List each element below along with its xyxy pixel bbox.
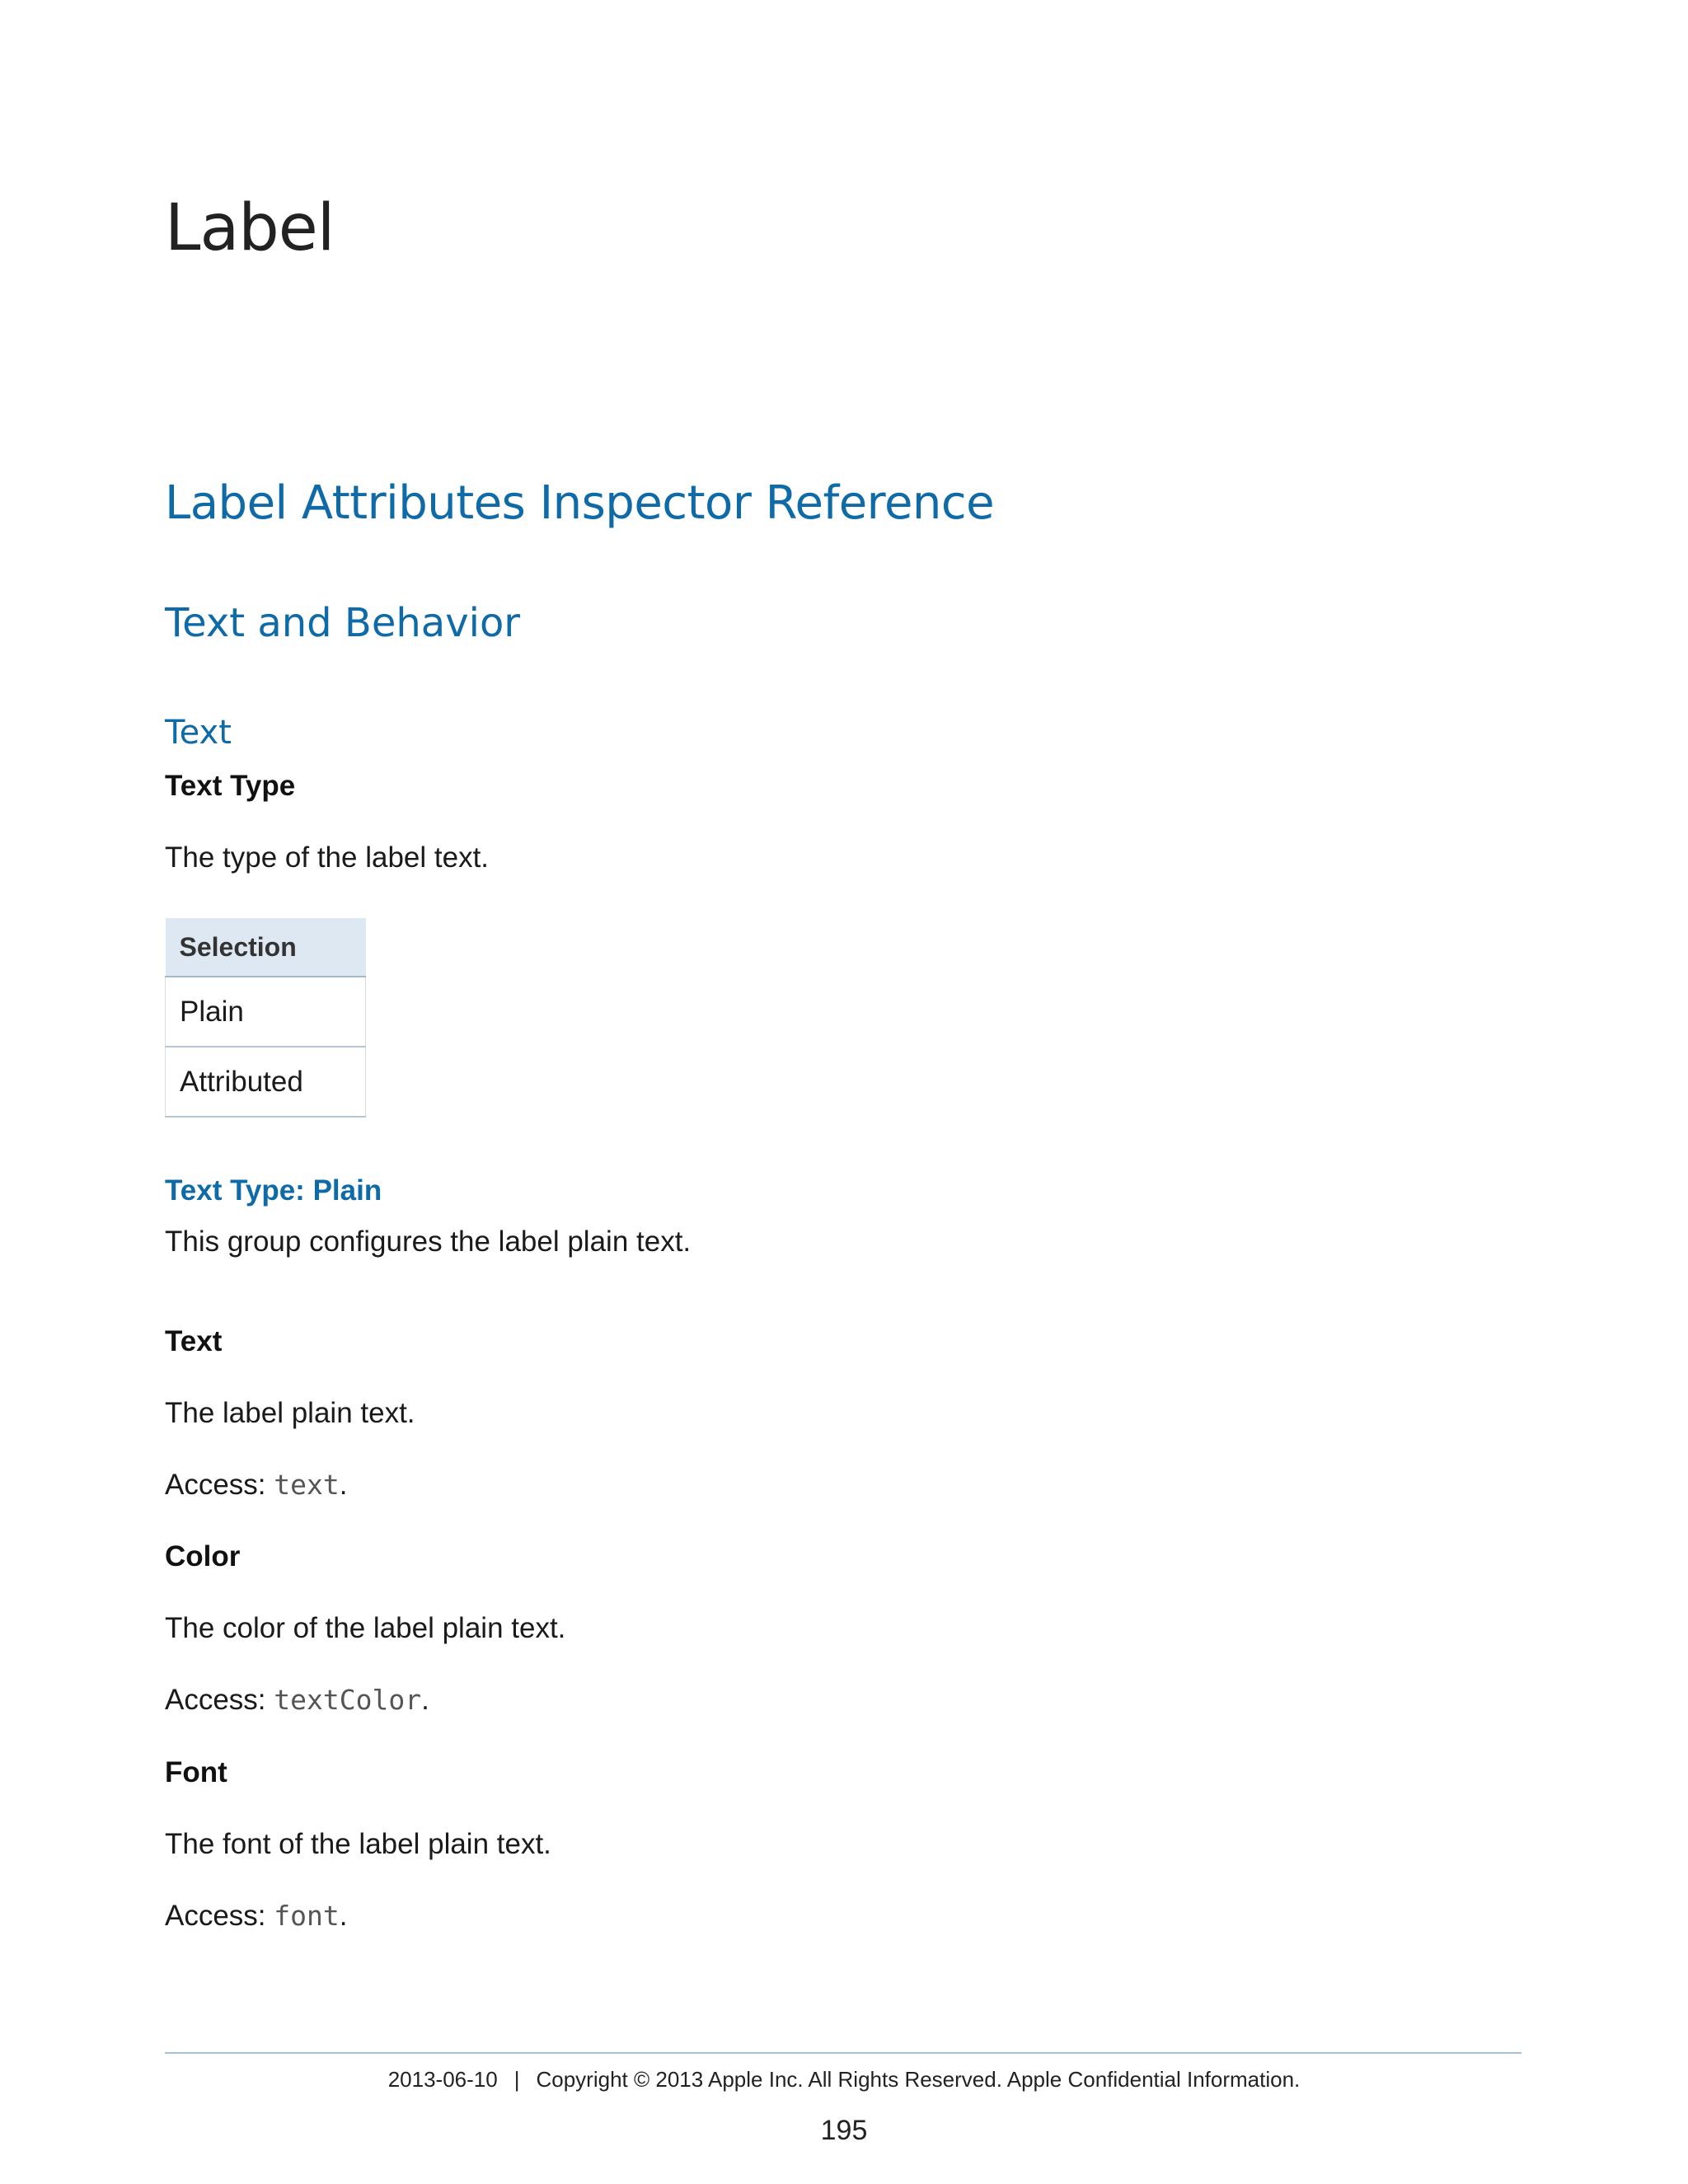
item-term-color: Color [165,1540,241,1572]
selection-table [165,918,366,1118]
item-access-font [165,1900,347,1933]
footer-divider [165,2052,1522,2054]
footer-copyright: Copyright © 2013 Apple Inc. All Rights Reserved. Apple Confidential Information. [536,2067,1301,2092]
plain-group-heading: Text Type: Plain [165,1174,382,1207]
item-description-color: The color of the label plain text. [165,1612,566,1644]
footer-separator: | [513,2067,520,2092]
table-row [166,1047,366,1117]
section-title: Label Attributes Inspector Reference [165,476,995,530]
table-cell-plain: Plain [166,977,366,1047]
access-prefix: Access: [165,1900,274,1932]
access-code: text [274,1469,340,1501]
subsection-title: Text and Behavior [165,600,521,646]
text-type-description: The type of the label text. [165,841,490,874]
text-type-term: Text Type [165,770,296,802]
access-suffix: . [339,1900,348,1932]
item-term-text: Text [165,1325,223,1357]
chapter-title: Label [165,191,335,265]
footer-date: 2013-06-10 [387,2067,498,2092]
access-suffix: . [339,1469,348,1501]
access-code: textColor [274,1684,422,1716]
item-term-font: Font [165,1756,227,1788]
table-header-selection: Selection [166,918,366,977]
item-access-color [165,1684,429,1717]
access-prefix: Access: [165,1684,274,1716]
access-prefix: Access: [165,1469,274,1501]
group-title: Text [165,714,232,752]
item-description-text: The label plain text. [165,1397,415,1429]
table-row [166,977,366,1047]
footer [0,2067,1688,2093]
item-description-font: The font of the label plain text. [165,1828,551,1860]
item-access-text [165,1469,347,1502]
plain-group-description: This group configures the label plain text. [165,1226,692,1258]
access-suffix: . [421,1684,429,1716]
page-number: 195 [820,2115,868,2146]
table-cell-attributed: Attributed [166,1047,366,1117]
table-header-row [166,918,366,977]
access-code: font [274,1900,340,1932]
